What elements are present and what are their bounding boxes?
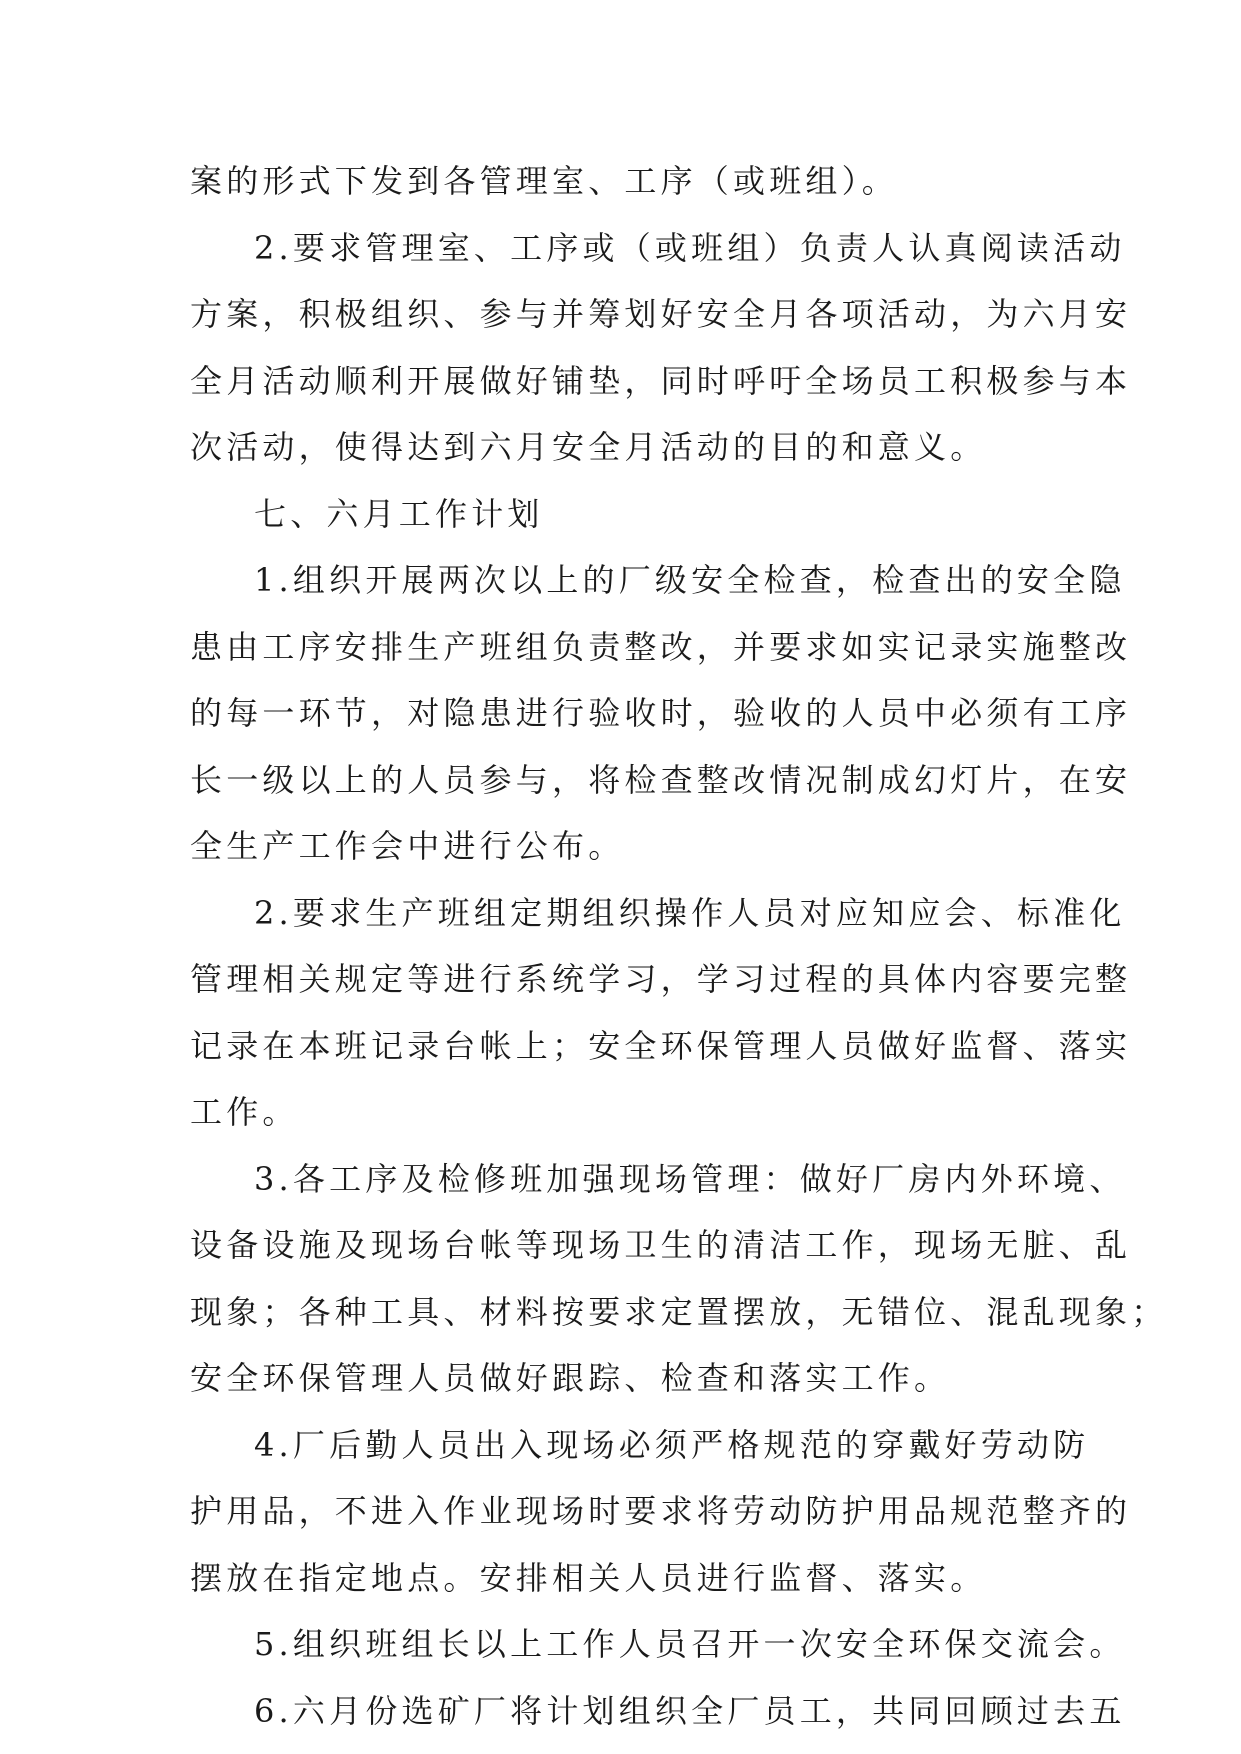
text-line: 全月活动顺利开展做好铺垫，同时呼吁全场员工积极参与本 xyxy=(190,361,1132,400)
text-line: 方案，积极组织、参与并筹划好安全月各项活动，为六月安 xyxy=(190,295,1132,333)
text-line: 的每一环节，对隐患进行验收时，验收的人员中必须有工序 xyxy=(190,694,1132,732)
text-line: 1.组织开展两次以上的厂级安全检查，检查出的安全隐 xyxy=(254,561,1126,599)
text-line: 5.组织班组长以上工作人员召开一次安全环保交流会。 xyxy=(254,1625,1126,1663)
text-line: 患由工序安排生产班组负责整改，并要求如实记录实施整改 xyxy=(190,627,1132,666)
text-line: 护用品，不进入作业现场时要求将劳动防护用品规范整齐的 xyxy=(190,1492,1132,1530)
text-line: 长一级以上的人员参与，将检查整改情况制成幻灯片，在安 xyxy=(190,760,1132,799)
text-line: 管理相关规定等进行系统学习，学习过程的具体内容要完整 xyxy=(190,960,1132,998)
text-line: 摆放在指定地点。安排相关人员进行监督、落实。 xyxy=(190,1558,987,1597)
document-body xyxy=(190,148,1168,1744)
text-line: 设备设施及现场台帐等现场卫生的清洁工作，现场无脏、乱 xyxy=(190,1226,1132,1264)
text-line: 2.要求生产班组定期组织操作人员对应知应会、标准化 xyxy=(254,893,1126,932)
text-line: 6.六月份选矿厂将计划组织全厂员工，共同回顾过去五 xyxy=(254,1691,1126,1730)
text-line: 记录在本班记录台帐上；安全环保管理人员做好监督、落实 xyxy=(190,1026,1132,1065)
text-line: 工作。 xyxy=(190,1093,299,1131)
text-line: 4.厂后勤人员出入现场必须严格规范的穿戴好劳动防 xyxy=(254,1425,1090,1464)
text-line: 安全环保管理人员做好跟踪、检查和落实工作。 xyxy=(190,1359,951,1397)
text-line: 2.要求管理室、工序或（或班组）负责人认真阅读活动 xyxy=(254,228,1126,267)
text-line: 次活动，使得达到六月安全月活动的目的和意义。 xyxy=(190,428,987,466)
section-heading: 七、六月工作计划 xyxy=(254,494,544,533)
text-line: 现象；各种工具、材料按要求定置摆放，无错位、混乱现象； xyxy=(190,1292,1168,1331)
text-line: 3.各工序及检修班加强现场管理：做好厂房内外环境、 xyxy=(254,1159,1126,1198)
text-line: 全生产工作会中进行公布。 xyxy=(190,827,625,865)
text-line: 案的形式下发到各管理室、工序（或班组）。 xyxy=(190,162,899,200)
